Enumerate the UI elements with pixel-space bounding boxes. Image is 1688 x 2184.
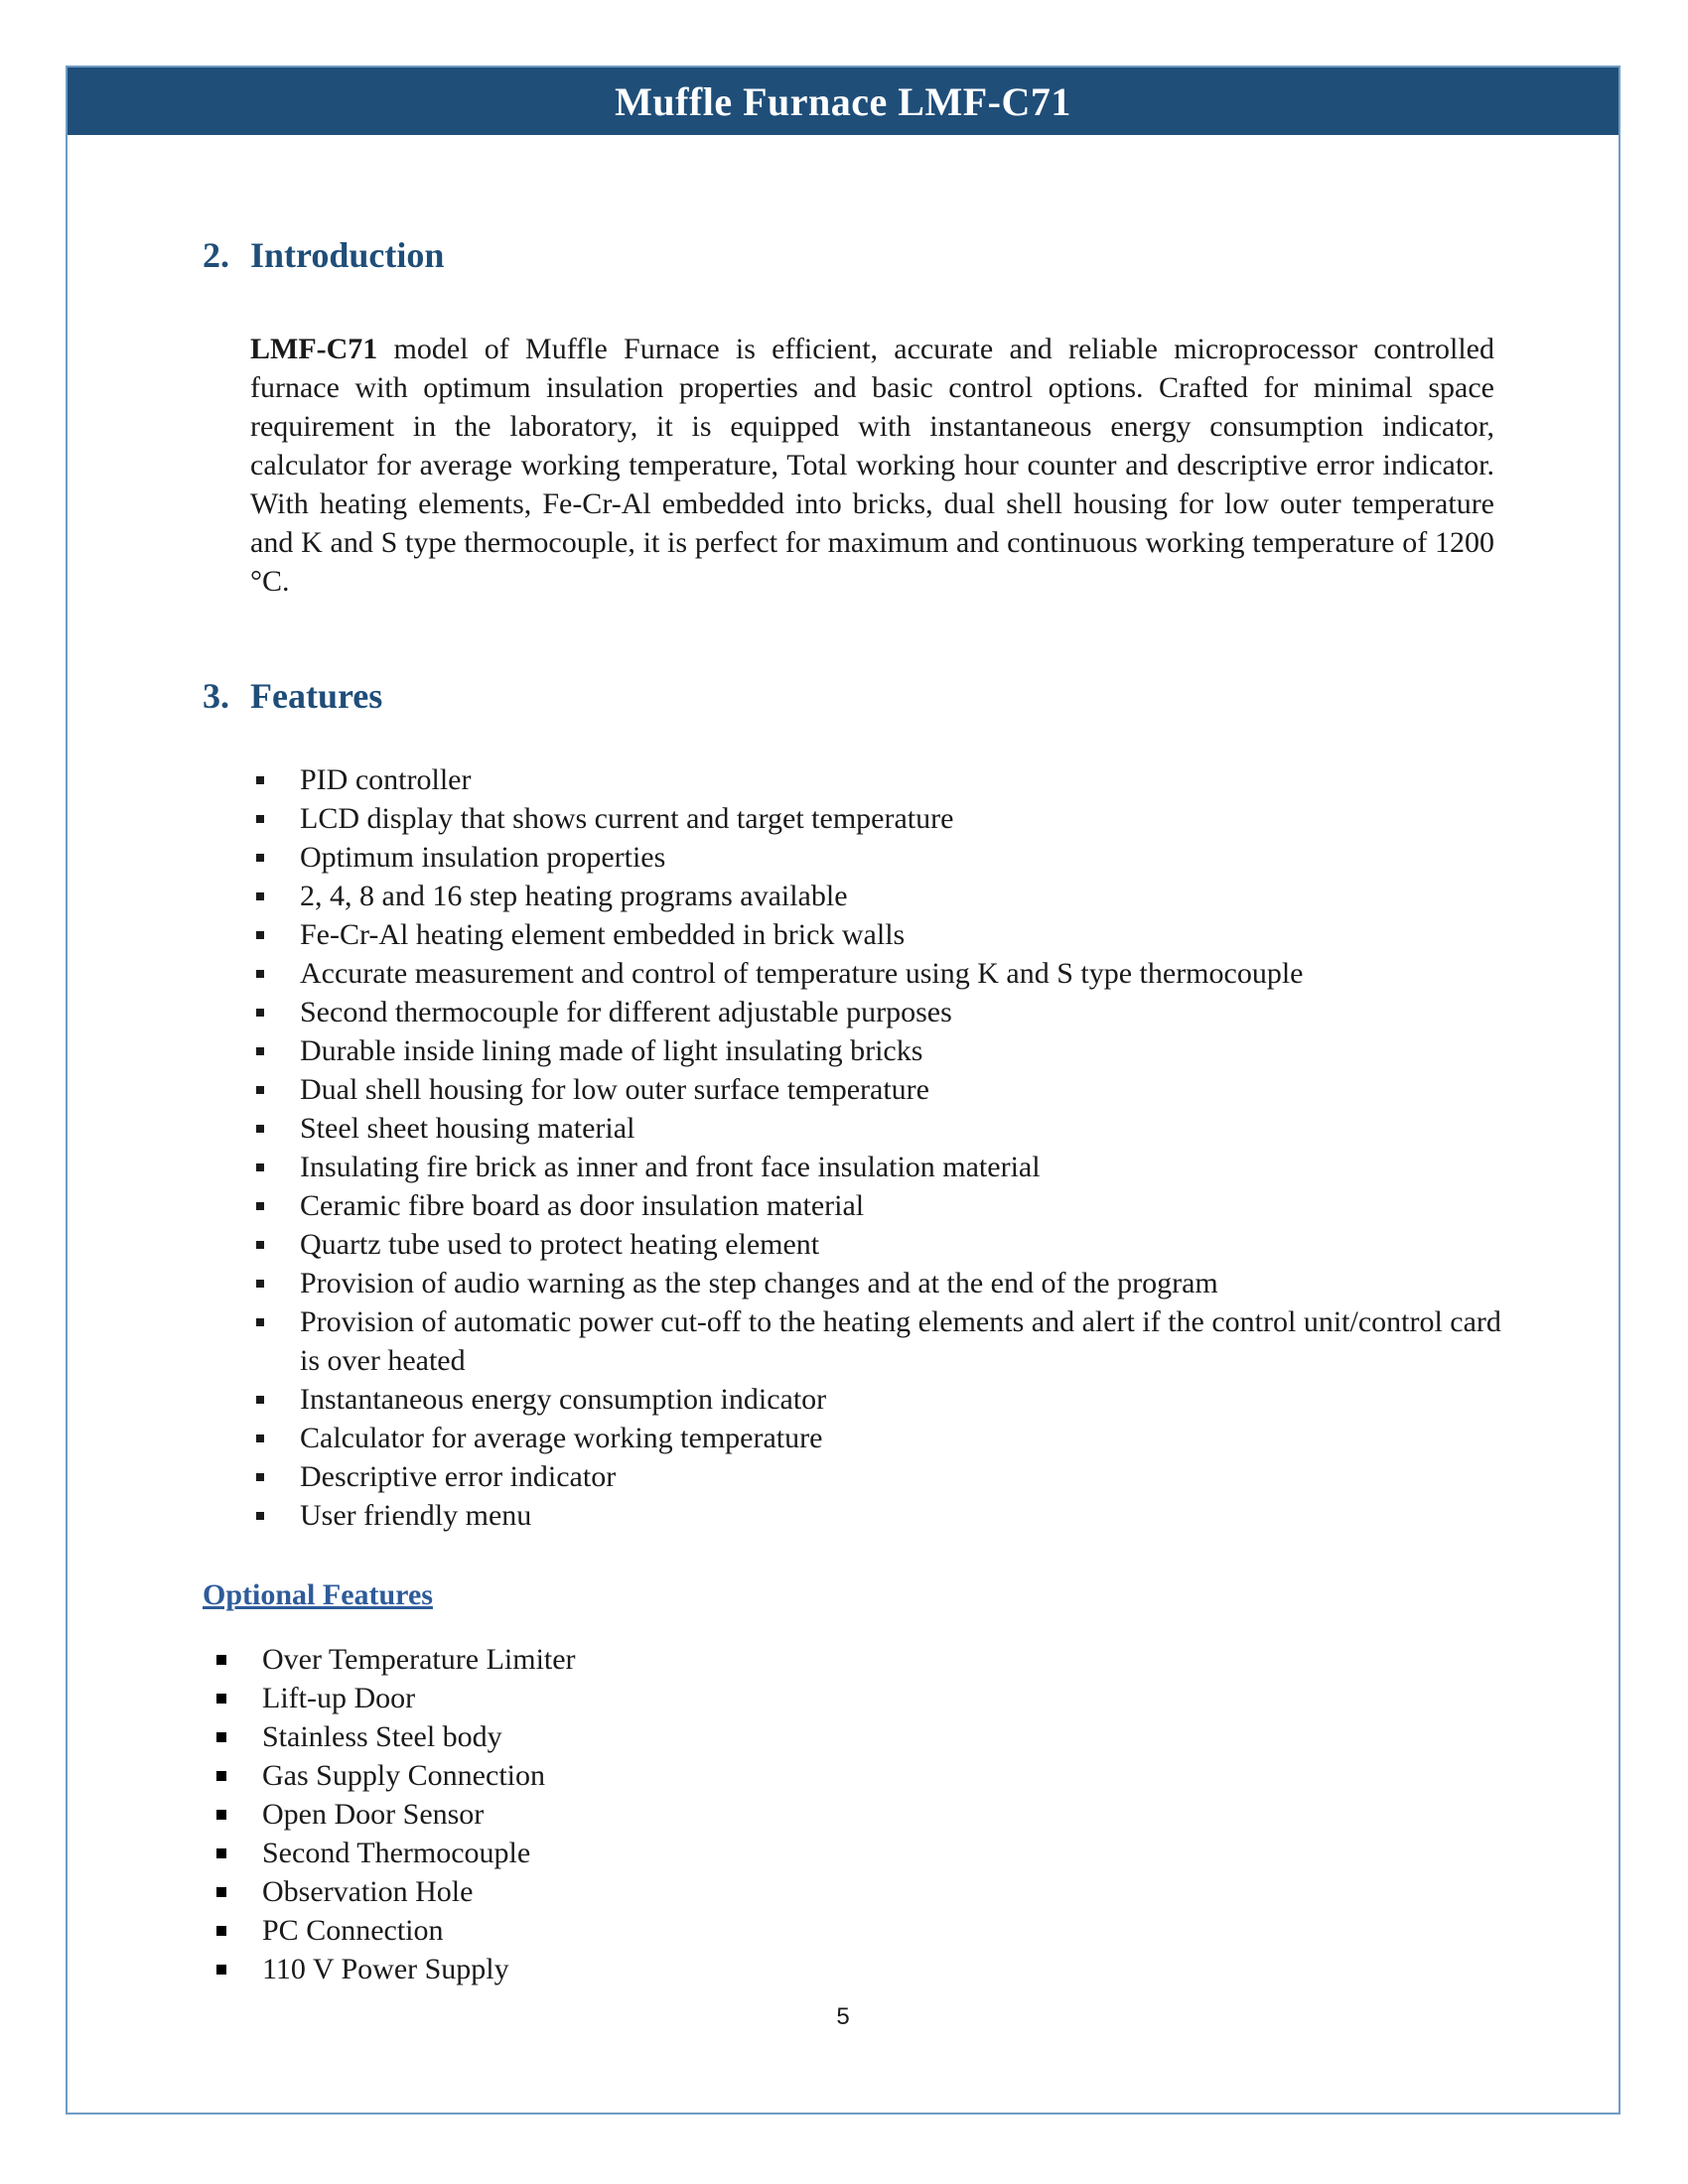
bullet-icon xyxy=(256,1318,264,1326)
list-item: User friendly menu xyxy=(250,1496,1521,1535)
bullet-icon xyxy=(256,815,264,823)
bullet-icon xyxy=(216,1655,226,1665)
bullet-icon xyxy=(256,892,264,900)
bullet-icon xyxy=(216,1771,226,1781)
list-item: PC Connection xyxy=(212,1911,576,1950)
features-number: 3. xyxy=(203,676,229,716)
introduction-paragraph xyxy=(250,330,1494,601)
bullet-icon xyxy=(256,1434,264,1442)
model-name: LMF-C71 xyxy=(250,333,378,365)
bullet-icon xyxy=(256,970,264,978)
list-item: Provision of audio warning as the step changes and at the end of the program xyxy=(250,1264,1521,1302)
optional-features-heading: Optional Features xyxy=(203,1578,433,1611)
bullet-icon xyxy=(256,1047,264,1055)
page-content xyxy=(68,68,1618,2113)
list-item: 2, 4, 8 and 16 step heating programs available xyxy=(250,877,1521,915)
list-item: Descriptive error indicator xyxy=(250,1457,1521,1496)
bullet-icon xyxy=(216,1887,226,1897)
introduction-text: model of Muffle Furnace is efficient, accurate and reliable microprocessor controlled furnace with optimum insulation properties and basic control options. Crafted for minimal space requirement in the laboratory, it is equipped with instantaneous energy consumption indicator, calculator for average working temperature, Total working hour counter and descriptive error indicator. With heating elements, Fe-Cr-Al embedded into bricks, dual shell housing for low outer temperature and K and S type thermocouple, it is perfect for maximum and continuous working temperature of 1200 °C. xyxy=(250,333,1494,598)
list-item: Accurate measurement and control of temperature using K and S type thermocouple xyxy=(250,954,1521,993)
list-item: Quartz tube used to protect heating element xyxy=(250,1225,1521,1264)
bullet-icon xyxy=(256,1396,264,1404)
list-item: Dual shell housing for low outer surface temperature xyxy=(250,1070,1521,1109)
list-item: 110 V Power Supply xyxy=(212,1950,576,1988)
list-item: Insulating fire brick as inner and front face insulation material xyxy=(250,1148,1521,1186)
features-title: Features xyxy=(250,676,383,716)
bullet-icon xyxy=(216,1965,226,1975)
bullet-icon xyxy=(216,1694,226,1704)
page-frame xyxy=(66,66,1620,2115)
list-item: Gas Supply Connection xyxy=(212,1756,576,1795)
bullet-icon xyxy=(256,776,264,784)
bullet-icon xyxy=(256,1473,264,1481)
list-item: Fe-Cr-Al heating element embedded in brick walls xyxy=(250,915,1521,954)
bullet-icon xyxy=(256,1512,264,1520)
bullet-icon xyxy=(256,1125,264,1133)
bullet-icon xyxy=(216,1810,226,1820)
list-item: Optimum insulation properties xyxy=(250,838,1521,877)
introduction-number: 2. xyxy=(203,235,229,275)
list-item: PID controller xyxy=(250,760,1521,799)
bullet-icon xyxy=(216,1926,226,1936)
bullet-icon xyxy=(256,1202,264,1210)
features-list xyxy=(250,760,1521,1535)
bullet-icon xyxy=(256,1241,264,1249)
list-item: Lift-up Door xyxy=(212,1679,576,1717)
bullet-icon xyxy=(216,1848,226,1858)
list-item: Ceramic fibre board as door insulation material xyxy=(250,1186,1521,1225)
list-item: Observation Hole xyxy=(212,1872,576,1911)
list-item: Second Thermocouple xyxy=(212,1834,576,1872)
features-heading xyxy=(203,675,382,717)
bullet-icon xyxy=(256,1086,264,1094)
list-item: Instantaneous energy consumption indicator xyxy=(250,1380,1521,1419)
document-title: Muffle Furnace LMF-C71 xyxy=(615,78,1071,124)
page-number: 5 xyxy=(836,2003,850,2030)
list-item: LCD display that shows current and target temperature xyxy=(250,799,1521,838)
bullet-icon xyxy=(256,1009,264,1017)
list-item: Calculator for average working temperature xyxy=(250,1419,1521,1457)
bullet-icon xyxy=(216,1732,226,1742)
introduction-title: Introduction xyxy=(250,235,445,275)
introduction-heading xyxy=(203,234,444,276)
list-item: Second thermocouple for different adjustable purposes xyxy=(250,993,1521,1031)
list-item: Durable inside lining made of light insulating bricks xyxy=(250,1031,1521,1070)
list-item: Steel sheet housing material xyxy=(250,1109,1521,1148)
bullet-icon xyxy=(256,854,264,862)
bullet-icon xyxy=(256,1280,264,1288)
bullet-icon xyxy=(256,931,264,939)
list-item: Provision of automatic power cut-off to the heating elements and alert if the control unit/control card is over heated xyxy=(250,1302,1521,1380)
list-item: Stainless Steel body xyxy=(212,1717,576,1756)
bullet-icon xyxy=(256,1163,264,1171)
list-item: Open Door Sensor xyxy=(212,1795,576,1834)
list-item: Over Temperature Limiter xyxy=(212,1640,576,1679)
optional-features-list xyxy=(212,1640,576,1988)
